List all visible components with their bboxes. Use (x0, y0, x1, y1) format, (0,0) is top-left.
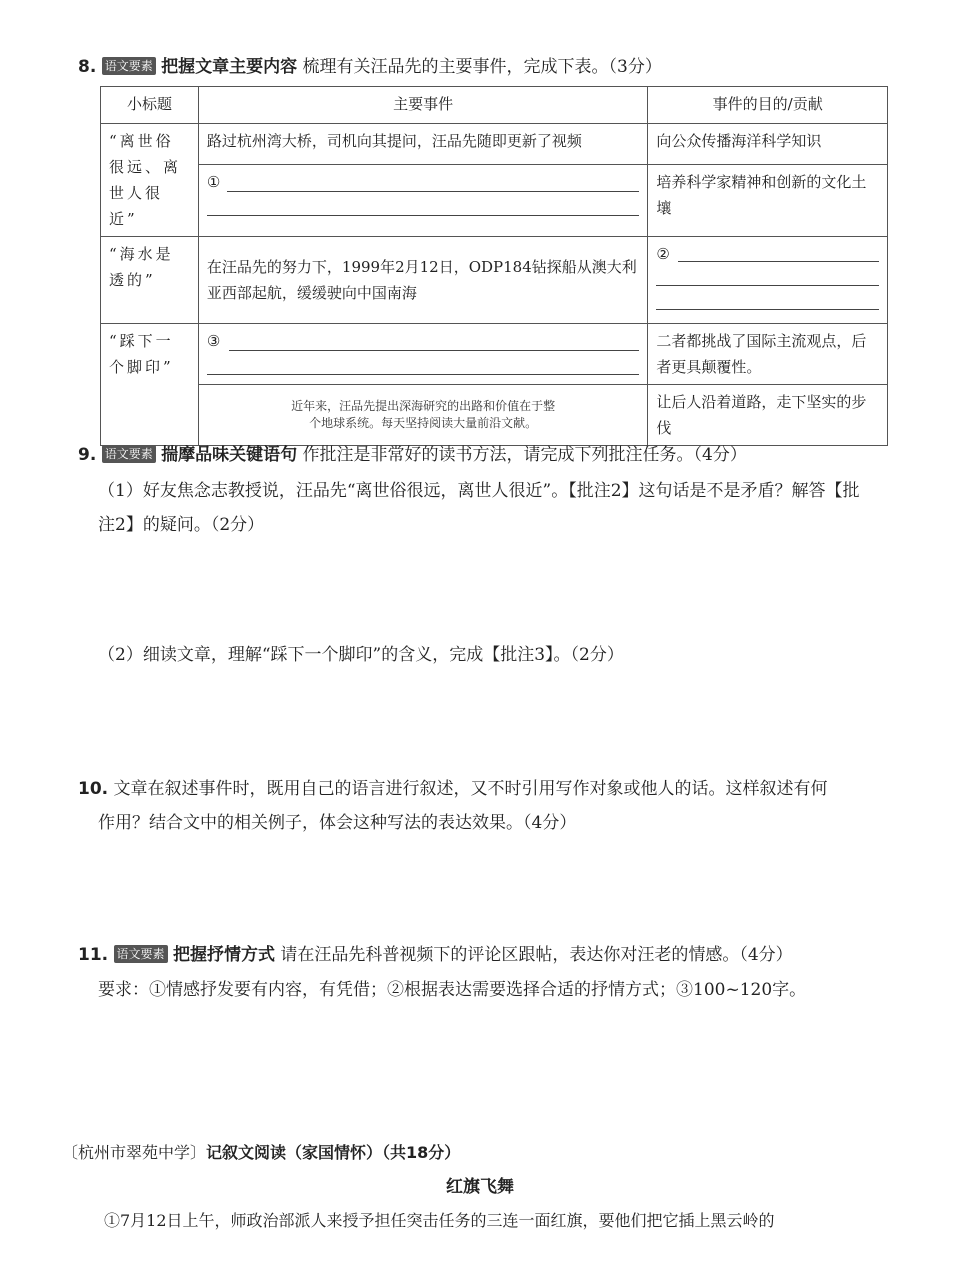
question-8 (78, 52, 662, 77)
question-10 (78, 774, 828, 799)
question-text: 作批注是非常好的读书方法，请完成下列批注任务。（4分） (302, 445, 747, 465)
article-paragraph-1: ①7月12日上午，师政治部派人来授予担任突击任务的三连一面红旗，要他们把它插上黑云岭的 (104, 1211, 775, 1230)
question-9-sub1-cont: 注2】的疑问。（2分） (98, 515, 265, 535)
question-9 (78, 440, 747, 465)
question-9-sub1: （1）好友焦念志教授说，汪品先“离世俗很远，离世人很近”。【批注2】这句话是不是矛盾？解答【批 (98, 481, 860, 501)
table-cell: 让后人沿着道路，走下坚实的步伐 (648, 385, 888, 446)
question-9-sub2: （2）细读文章，理解“踩下一个脚印”的含义，完成【批注3】。（2分） (98, 645, 624, 665)
table-cell: 培养科学家精神和创新的文化土壤 (648, 165, 888, 237)
tag-label: 语文要素 (102, 57, 156, 75)
question-heading: 把握文章主要内容 (161, 57, 298, 77)
row-title: “踩下一个脚印” (101, 324, 199, 446)
row-title: “海水是透的” (101, 237, 199, 324)
answer-blank-3[interactable] (198, 324, 647, 385)
question-11-requirements: 要求：①情感抒发要有内容，有凭借；②根据表达需要选择合适的抒情方式；③100~120字。 (98, 980, 807, 1000)
table-header: 小标题 (101, 87, 199, 124)
table-header: 事件的目的/贡献 (648, 87, 888, 124)
tag-label: 语文要素 (114, 945, 168, 963)
table-cell: 向公众传播海洋科学知识 (648, 124, 888, 165)
question-11 (78, 940, 793, 965)
question-number: 9. (78, 445, 97, 465)
question-number: 11. (78, 945, 109, 965)
row-title: “离世俗很远、离世人很近” (101, 124, 199, 237)
section-heading: 记叙文阅读（家国情怀）（共18分） (206, 1143, 461, 1162)
article-title: 红旗飞舞 (446, 1177, 514, 1197)
blank-marker: ③ (206, 332, 221, 350)
events-table (100, 86, 888, 446)
question-text: 梳理有关汪品先的主要事件，完成下表。（3分） (302, 57, 662, 77)
question-heading: 把握抒情方式 (172, 945, 275, 965)
table-cell: 近年来，汪品先提出深海研究的出路和价值在于整个地球系统。每天坚持阅读大量前沿文献。 (291, 399, 556, 430)
answer-blank-2[interactable] (648, 237, 888, 324)
blank-marker: ② (656, 245, 670, 263)
question-number: 10. (78, 779, 109, 799)
table-header: 主要事件 (198, 87, 647, 124)
question-heading: 揣摩品味关键语句 (161, 445, 298, 465)
source-label: 〔杭州市翠苑中学〕 (62, 1143, 207, 1162)
answer-blank-1[interactable] (198, 165, 647, 237)
tag-label: 语文要素 (102, 445, 156, 463)
question-number: 8. (78, 57, 97, 77)
table-cell: 二者都挑战了国际主流观点，后者更具颠覆性。 (648, 324, 888, 385)
table-cell: 在汪品先的努力下，1999年2月12日，ODP184钻探船从澳大利亚西部起航，缓缓驶向中国南海 (198, 237, 647, 324)
question-text: 文章在叙述事件时，既用自己的语言进行叙述，又不时引用写作对象或他人的话。这样叙述有何 (113, 779, 828, 799)
blank-marker: ① (206, 173, 221, 192)
question-10-cont: 作用？结合文中的相关例子，体会这种写法的表达效果。（4分） (98, 813, 577, 833)
table-cell: 路过杭州湾大桥，司机向其提问，汪品先随即更新了视频 (198, 124, 647, 165)
question-text: 请在汪品先科普视频下的评论区跟帖，表达你对汪老的情感。（4分） (280, 945, 793, 965)
section-header (62, 1140, 460, 1163)
